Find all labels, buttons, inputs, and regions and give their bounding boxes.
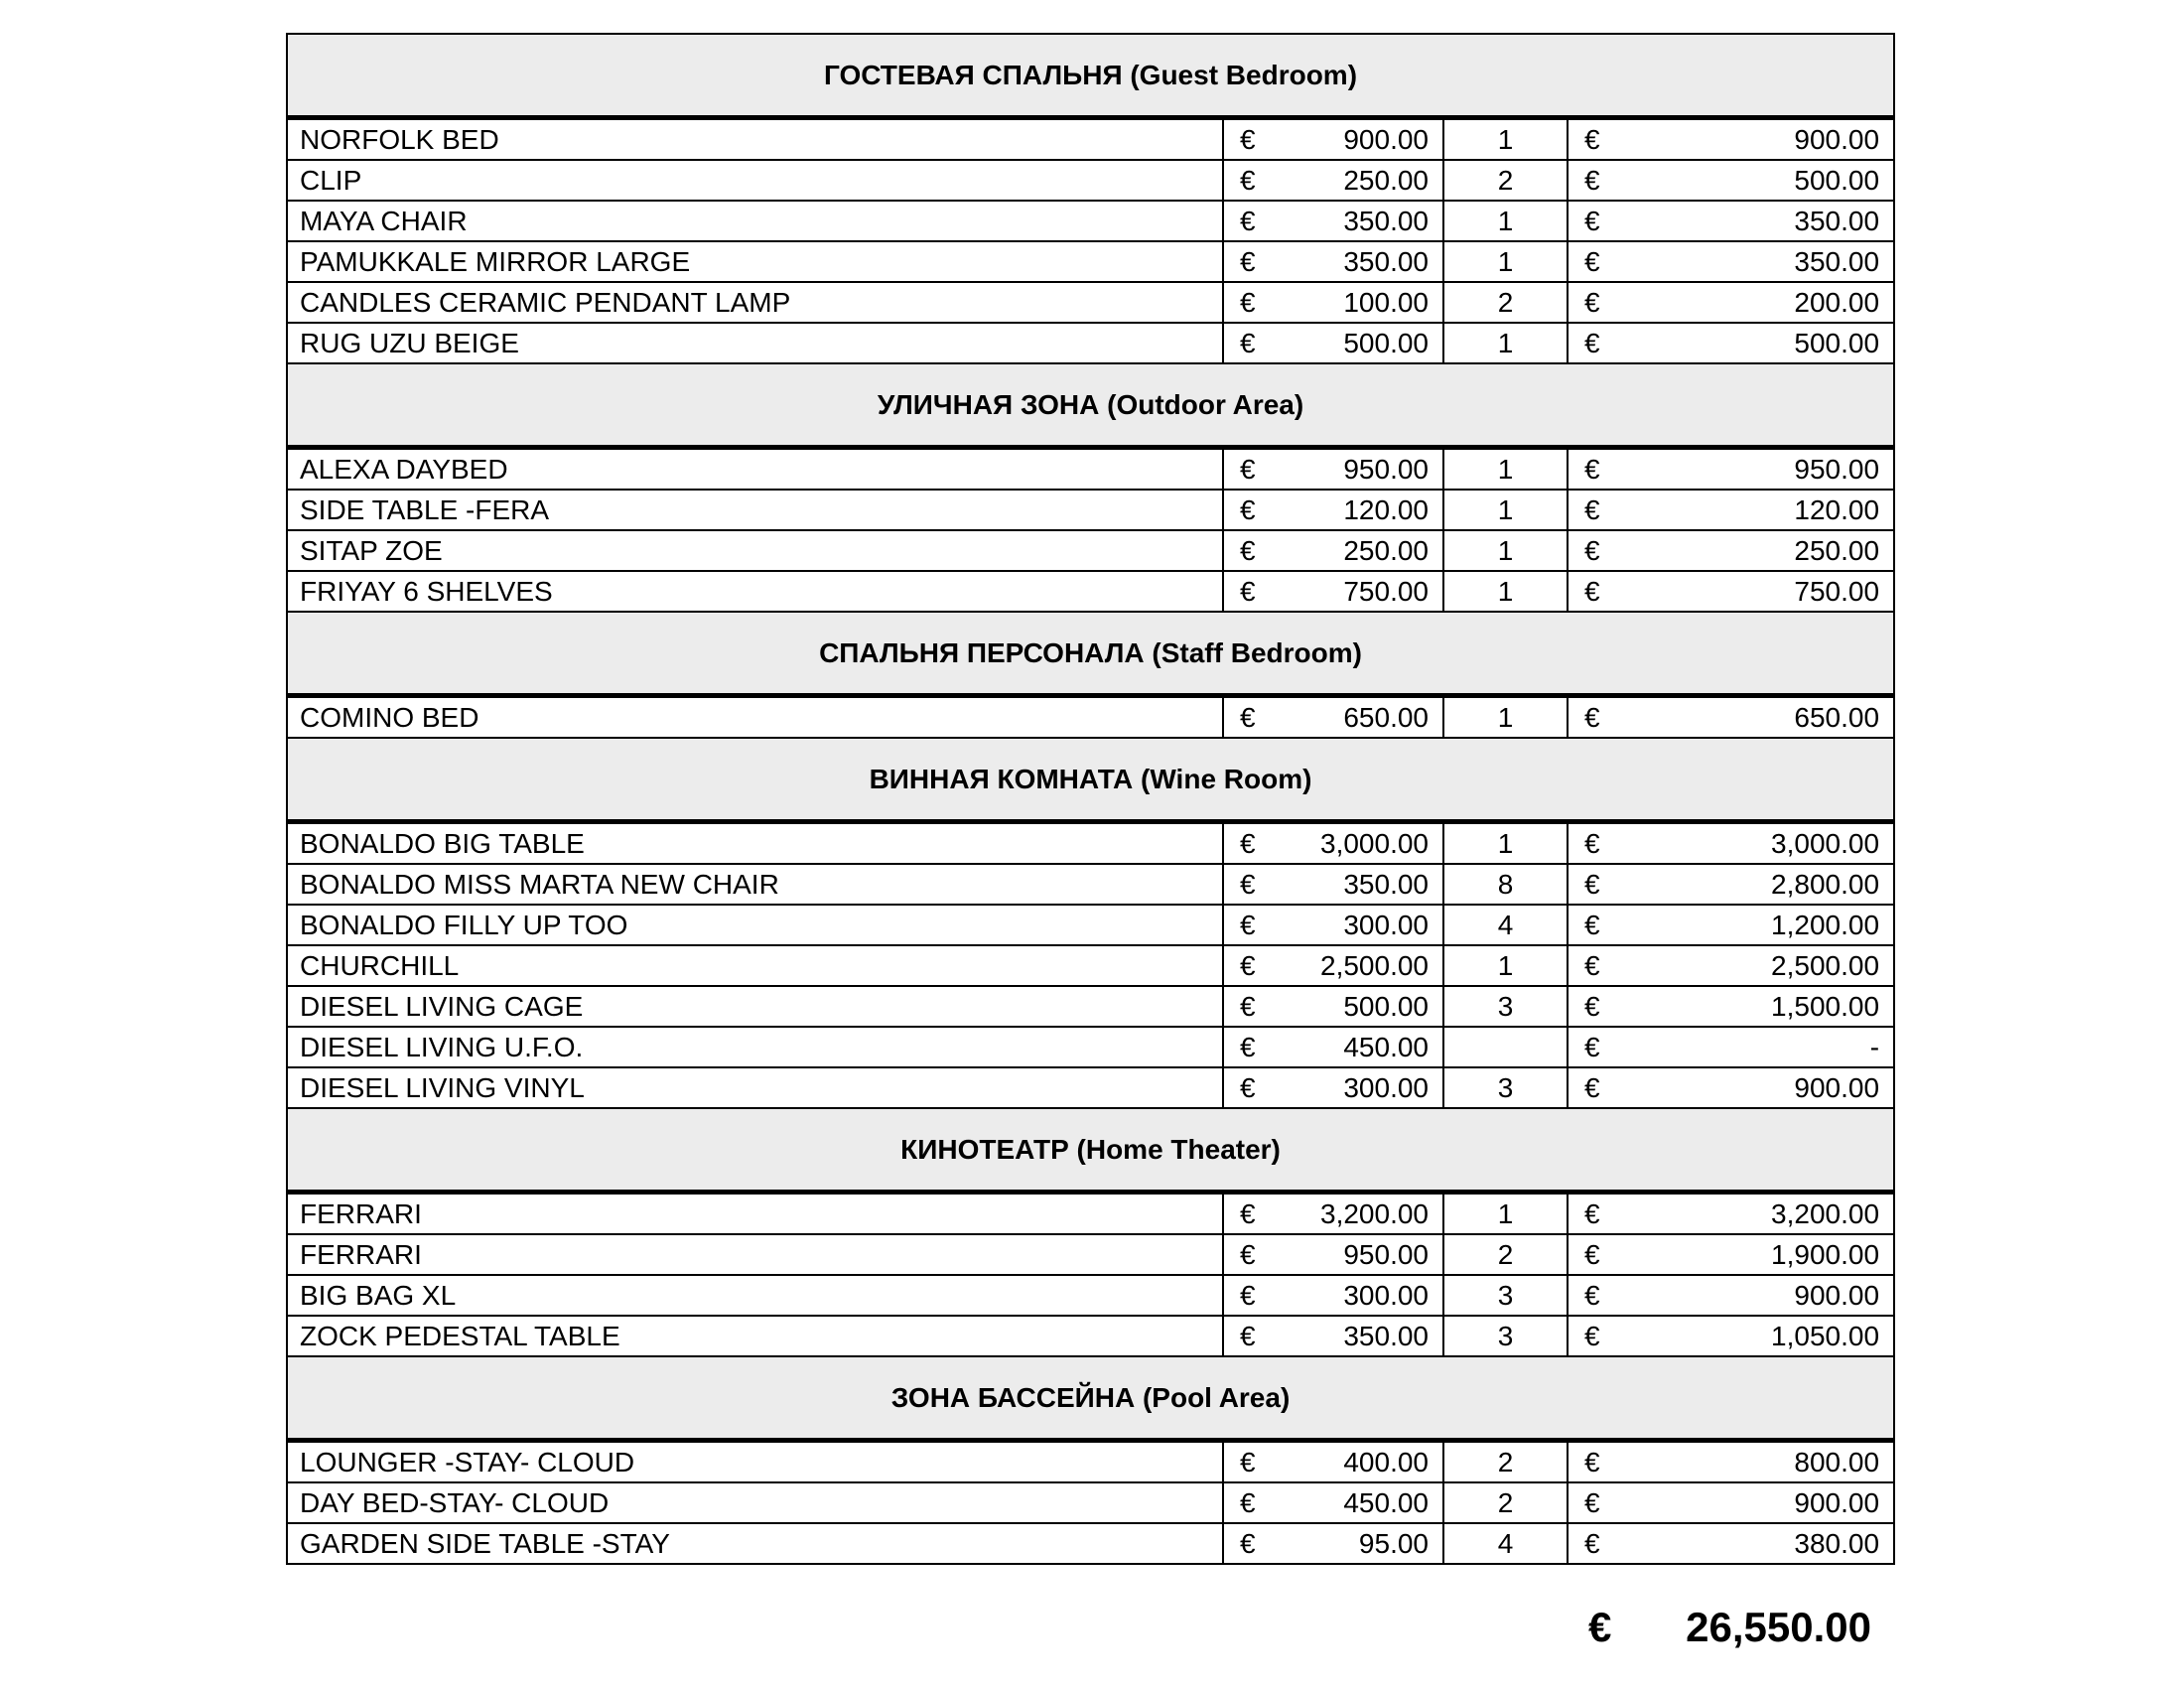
item-quantity: 2 bbox=[1443, 282, 1568, 323]
line-total-cell bbox=[1568, 160, 1894, 201]
unit-price-amount: 95.00 bbox=[1358, 1528, 1429, 1559]
table-row bbox=[287, 160, 1894, 201]
unit-price-amount: 100.00 bbox=[1343, 287, 1429, 318]
item-name: DIESEL LIVING U.F.O. bbox=[287, 1027, 1223, 1067]
unit-price-amount: 450.00 bbox=[1343, 1487, 1429, 1518]
unit-price-currency: € bbox=[1240, 1032, 1256, 1062]
unit-price-currency: € bbox=[1240, 535, 1256, 566]
item-quantity: 3 bbox=[1443, 986, 1568, 1027]
unit-price-currency: € bbox=[1240, 1198, 1256, 1229]
item-quantity: 1 bbox=[1443, 448, 1568, 491]
unit-price-cell bbox=[1223, 1441, 1443, 1483]
section-header-row bbox=[287, 1356, 1894, 1441]
line-total-currency: € bbox=[1584, 950, 1600, 981]
unit-price-amount: 450.00 bbox=[1343, 1032, 1429, 1062]
unit-price-amount: 2,500.00 bbox=[1320, 950, 1429, 981]
item-quantity: 4 bbox=[1443, 1523, 1568, 1564]
item-quantity: 1 bbox=[1443, 945, 1568, 986]
table-row bbox=[287, 864, 1894, 905]
unit-price-cell bbox=[1223, 1027, 1443, 1067]
table-row bbox=[287, 986, 1894, 1027]
line-total-currency: € bbox=[1584, 576, 1600, 607]
unit-price-amount: 350.00 bbox=[1343, 869, 1429, 900]
line-total-amount: 950.00 bbox=[1794, 454, 1880, 485]
item-name: FERRARI bbox=[287, 1234, 1223, 1275]
line-total-currency: € bbox=[1584, 1198, 1600, 1229]
unit-price-currency: € bbox=[1240, 1072, 1256, 1103]
unit-price-currency: € bbox=[1240, 702, 1256, 733]
unit-price-currency: € bbox=[1240, 1280, 1256, 1311]
unit-price-amount: 350.00 bbox=[1343, 206, 1429, 236]
line-total-cell bbox=[1568, 241, 1894, 282]
item-name: PAMUKKALE MIRROR LARGE bbox=[287, 241, 1223, 282]
section-title: УЛИЧНАЯ ЗОНА (Outdoor Area) bbox=[287, 363, 1894, 448]
item-quantity: 3 bbox=[1443, 1316, 1568, 1356]
line-total-cell bbox=[1568, 530, 1894, 571]
section-title: ГОСТЕВАЯ СПАЛЬНЯ (Guest Bedroom) bbox=[287, 34, 1894, 118]
line-total-cell bbox=[1568, 323, 1894, 363]
section-title: СПАЛЬНЯ ПЕРСОНАЛА (Staff Bedroom) bbox=[287, 612, 1894, 696]
line-total-currency: € bbox=[1584, 1528, 1600, 1559]
line-total-currency: € bbox=[1584, 124, 1600, 155]
line-total-amount: 250.00 bbox=[1794, 535, 1880, 566]
unit-price-currency: € bbox=[1240, 206, 1256, 236]
section-header-row bbox=[287, 1108, 1894, 1193]
line-total-cell bbox=[1568, 1523, 1894, 1564]
unit-price-cell bbox=[1223, 530, 1443, 571]
item-name: NORFOLK BED bbox=[287, 118, 1223, 161]
section-title: КИНОТЕАТР (Home Theater) bbox=[287, 1108, 1894, 1193]
unit-price-cell bbox=[1223, 905, 1443, 945]
line-total-currency: € bbox=[1584, 1239, 1600, 1270]
line-total-currency: € bbox=[1584, 702, 1600, 733]
unit-price-amount: 350.00 bbox=[1343, 1321, 1429, 1351]
line-total-amount: 900.00 bbox=[1794, 1280, 1880, 1311]
unit-price-amount: 300.00 bbox=[1343, 1280, 1429, 1311]
unit-price-currency: € bbox=[1240, 246, 1256, 277]
unit-price-amount: 300.00 bbox=[1343, 910, 1429, 940]
item-quantity: 2 bbox=[1443, 160, 1568, 201]
line-total-currency: € bbox=[1584, 454, 1600, 485]
line-total-amount: 500.00 bbox=[1794, 328, 1880, 358]
line-total-amount: 750.00 bbox=[1794, 576, 1880, 607]
unit-price-amount: 500.00 bbox=[1343, 328, 1429, 358]
item-name: MAYA CHAIR bbox=[287, 201, 1223, 241]
item-quantity: 1 bbox=[1443, 530, 1568, 571]
unit-price-amount: 950.00 bbox=[1343, 1239, 1429, 1270]
section-title: ЗОНА БАССЕЙНА (Pool Area) bbox=[287, 1356, 1894, 1441]
item-name: ALEXA DAYBED bbox=[287, 448, 1223, 491]
item-name: FERRARI bbox=[287, 1193, 1223, 1235]
table-row bbox=[287, 1316, 1894, 1356]
line-total-amount: 500.00 bbox=[1794, 165, 1880, 196]
line-total-currency: € bbox=[1584, 1072, 1600, 1103]
section-header-row bbox=[287, 612, 1894, 696]
item-name: COMINO BED bbox=[287, 696, 1223, 739]
table-row bbox=[287, 696, 1894, 739]
line-total-cell bbox=[1568, 1441, 1894, 1483]
table-row bbox=[287, 1027, 1894, 1067]
unit-price-amount: 400.00 bbox=[1343, 1447, 1429, 1477]
item-name: SITAP ZOE bbox=[287, 530, 1223, 571]
item-quantity: 1 bbox=[1443, 571, 1568, 612]
table-row bbox=[287, 201, 1894, 241]
unit-price-currency: € bbox=[1240, 454, 1256, 485]
line-total-currency: € bbox=[1584, 494, 1600, 525]
unit-price-currency: € bbox=[1240, 287, 1256, 318]
line-total-amount: 1,200.00 bbox=[1771, 910, 1880, 940]
line-total-cell bbox=[1568, 1027, 1894, 1067]
line-total-amount: 900.00 bbox=[1794, 1487, 1880, 1518]
line-total-amount: 800.00 bbox=[1794, 1447, 1880, 1477]
unit-price-amount: 750.00 bbox=[1343, 576, 1429, 607]
table-row bbox=[287, 571, 1894, 612]
item-name: SIDE TABLE -FERA bbox=[287, 490, 1223, 530]
unit-price-cell bbox=[1223, 1316, 1443, 1356]
line-total-currency: € bbox=[1584, 1487, 1600, 1518]
line-total-currency: € bbox=[1584, 828, 1600, 859]
item-quantity: 1 bbox=[1443, 201, 1568, 241]
line-total-cell bbox=[1568, 490, 1894, 530]
line-total-amount: 3,200.00 bbox=[1771, 1198, 1880, 1229]
table-row bbox=[287, 118, 1894, 161]
unit-price-currency: € bbox=[1240, 1528, 1256, 1559]
line-total-currency: € bbox=[1584, 246, 1600, 277]
unit-price-cell bbox=[1223, 201, 1443, 241]
line-total-cell bbox=[1568, 282, 1894, 323]
unit-price-cell bbox=[1223, 448, 1443, 491]
item-quantity: 1 bbox=[1443, 490, 1568, 530]
table-row bbox=[287, 490, 1894, 530]
price-list-body bbox=[287, 34, 1894, 1564]
item-quantity: 4 bbox=[1443, 905, 1568, 945]
item-name: BONALDO FILLY UP TOO bbox=[287, 905, 1223, 945]
line-total-amount: 1,500.00 bbox=[1771, 991, 1880, 1022]
line-total-currency: € bbox=[1584, 1032, 1600, 1062]
table-row bbox=[287, 905, 1894, 945]
price-list-table bbox=[286, 33, 1895, 1565]
line-total-amount: 650.00 bbox=[1794, 702, 1880, 733]
item-name: LOUNGER -STAY- CLOUD bbox=[287, 1441, 1223, 1483]
line-total-cell bbox=[1568, 1316, 1894, 1356]
table-row bbox=[287, 1067, 1894, 1108]
line-total-amount: 350.00 bbox=[1794, 246, 1880, 277]
item-quantity: 2 bbox=[1443, 1482, 1568, 1523]
item-quantity: 3 bbox=[1443, 1275, 1568, 1316]
unit-price-amount: 900.00 bbox=[1343, 124, 1429, 155]
line-total-currency: € bbox=[1584, 910, 1600, 940]
unit-price-cell bbox=[1223, 118, 1443, 161]
item-name: DAY BED-STAY- CLOUD bbox=[287, 1482, 1223, 1523]
unit-price-currency: € bbox=[1240, 828, 1256, 859]
line-total-currency: € bbox=[1584, 991, 1600, 1022]
line-total-cell bbox=[1568, 201, 1894, 241]
item-name: CLIP bbox=[287, 160, 1223, 201]
line-total-amount: 2,500.00 bbox=[1771, 950, 1880, 981]
unit-price-cell bbox=[1223, 1067, 1443, 1108]
line-total-amount: 900.00 bbox=[1794, 124, 1880, 155]
table-row bbox=[287, 1193, 1894, 1235]
line-total-cell bbox=[1568, 1193, 1894, 1235]
unit-price-cell bbox=[1223, 864, 1443, 905]
item-quantity: 2 bbox=[1443, 1234, 1568, 1275]
item-quantity: 1 bbox=[1443, 118, 1568, 161]
item-name: RUG UZU BEIGE bbox=[287, 323, 1223, 363]
item-quantity bbox=[1443, 1027, 1568, 1067]
item-name: BONALDO BIG TABLE bbox=[287, 822, 1223, 865]
item-quantity: 2 bbox=[1443, 1441, 1568, 1483]
item-quantity: 1 bbox=[1443, 323, 1568, 363]
unit-price-cell bbox=[1223, 571, 1443, 612]
unit-price-cell bbox=[1223, 241, 1443, 282]
line-total-cell bbox=[1568, 905, 1894, 945]
unit-price-cell bbox=[1223, 986, 1443, 1027]
table-row bbox=[287, 530, 1894, 571]
unit-price-amount: 950.00 bbox=[1343, 454, 1429, 485]
unit-price-amount: 250.00 bbox=[1343, 535, 1429, 566]
line-total-amount: - bbox=[1869, 1032, 1880, 1062]
table-row bbox=[287, 241, 1894, 282]
grand-total-currency: € bbox=[1588, 1604, 1612, 1650]
item-name: CANDLES CERAMIC PENDANT LAMP bbox=[287, 282, 1223, 323]
item-name: FRIYAY 6 SHELVES bbox=[287, 571, 1223, 612]
unit-price-currency: € bbox=[1240, 869, 1256, 900]
line-total-cell bbox=[1568, 1067, 1894, 1108]
line-total-amount: 200.00 bbox=[1794, 287, 1880, 318]
unit-price-currency: € bbox=[1240, 165, 1256, 196]
unit-price-currency: € bbox=[1240, 494, 1256, 525]
table-row bbox=[287, 945, 1894, 986]
line-total-cell bbox=[1568, 945, 1894, 986]
line-total-amount: 380.00 bbox=[1794, 1528, 1880, 1559]
line-total-amount: 900.00 bbox=[1794, 1072, 1880, 1103]
line-total-cell bbox=[1568, 571, 1894, 612]
unit-price-amount: 350.00 bbox=[1343, 246, 1429, 277]
line-total-currency: € bbox=[1584, 1321, 1600, 1351]
table-row bbox=[287, 448, 1894, 491]
unit-price-cell bbox=[1223, 490, 1443, 530]
item-quantity: 1 bbox=[1443, 241, 1568, 282]
unit-price-amount: 3,200.00 bbox=[1320, 1198, 1429, 1229]
line-total-currency: € bbox=[1584, 206, 1600, 236]
unit-price-cell bbox=[1223, 1482, 1443, 1523]
unit-price-currency: € bbox=[1240, 1239, 1256, 1270]
grand-total bbox=[1588, 1603, 1871, 1652]
unit-price-cell bbox=[1223, 1523, 1443, 1564]
line-total-currency: € bbox=[1584, 869, 1600, 900]
line-total-currency: € bbox=[1584, 165, 1600, 196]
line-total-cell bbox=[1568, 822, 1894, 865]
line-total-currency: € bbox=[1584, 287, 1600, 318]
unit-price-amount: 120.00 bbox=[1343, 494, 1429, 525]
section-header-row bbox=[287, 363, 1894, 448]
item-name: BIG BAG XL bbox=[287, 1275, 1223, 1316]
line-total-amount: 120.00 bbox=[1794, 494, 1880, 525]
unit-price-cell bbox=[1223, 822, 1443, 865]
unit-price-currency: € bbox=[1240, 1447, 1256, 1477]
unit-price-currency: € bbox=[1240, 950, 1256, 981]
unit-price-cell bbox=[1223, 160, 1443, 201]
unit-price-cell bbox=[1223, 696, 1443, 739]
unit-price-amount: 650.00 bbox=[1343, 702, 1429, 733]
unit-price-currency: € bbox=[1240, 910, 1256, 940]
line-total-cell bbox=[1568, 696, 1894, 739]
item-quantity: 1 bbox=[1443, 696, 1568, 739]
table-row bbox=[287, 1275, 1894, 1316]
item-name: GARDEN SIDE TABLE -STAY bbox=[287, 1523, 1223, 1564]
item-quantity: 1 bbox=[1443, 1193, 1568, 1235]
table-row bbox=[287, 1441, 1894, 1483]
item-quantity: 8 bbox=[1443, 864, 1568, 905]
unit-price-amount: 250.00 bbox=[1343, 165, 1429, 196]
unit-price-currency: € bbox=[1240, 576, 1256, 607]
line-total-currency: € bbox=[1584, 328, 1600, 358]
line-total-currency: € bbox=[1584, 535, 1600, 566]
unit-price-currency: € bbox=[1240, 124, 1256, 155]
item-name: DIESEL LIVING VINYL bbox=[287, 1067, 1223, 1108]
unit-price-currency: € bbox=[1240, 991, 1256, 1022]
table-row bbox=[287, 1482, 1894, 1523]
line-total-cell bbox=[1568, 448, 1894, 491]
line-total-amount: 1,050.00 bbox=[1771, 1321, 1880, 1351]
item-name: BONALDO MISS MARTA NEW CHAIR bbox=[287, 864, 1223, 905]
unit-price-currency: € bbox=[1240, 1321, 1256, 1351]
section-header-row bbox=[287, 738, 1894, 822]
line-total-amount: 1,900.00 bbox=[1771, 1239, 1880, 1270]
line-total-cell bbox=[1568, 1482, 1894, 1523]
item-quantity: 3 bbox=[1443, 1067, 1568, 1108]
unit-price-amount: 3,000.00 bbox=[1320, 828, 1429, 859]
unit-price-cell bbox=[1223, 323, 1443, 363]
table-row bbox=[287, 323, 1894, 363]
table-row bbox=[287, 1234, 1894, 1275]
line-total-cell bbox=[1568, 864, 1894, 905]
item-name: ZOCK PEDESTAL TABLE bbox=[287, 1316, 1223, 1356]
unit-price-cell bbox=[1223, 1193, 1443, 1235]
line-total-cell bbox=[1568, 986, 1894, 1027]
line-total-amount: 350.00 bbox=[1794, 206, 1880, 236]
item-quantity: 1 bbox=[1443, 822, 1568, 865]
section-header-row bbox=[287, 34, 1894, 118]
table-row bbox=[287, 1523, 1894, 1564]
unit-price-currency: € bbox=[1240, 328, 1256, 358]
item-name: CHURCHILL bbox=[287, 945, 1223, 986]
line-total-amount: 2,800.00 bbox=[1771, 869, 1880, 900]
line-total-cell bbox=[1568, 1234, 1894, 1275]
unit-price-amount: 300.00 bbox=[1343, 1072, 1429, 1103]
grand-total-amount: 26,550.00 bbox=[1686, 1604, 1871, 1650]
line-total-currency: € bbox=[1584, 1447, 1600, 1477]
section-title: ВИННАЯ КОМНАТА (Wine Room) bbox=[287, 738, 1894, 822]
table-row bbox=[287, 822, 1894, 865]
unit-price-cell bbox=[1223, 945, 1443, 986]
line-total-cell bbox=[1568, 1275, 1894, 1316]
table-row bbox=[287, 282, 1894, 323]
unit-price-cell bbox=[1223, 1234, 1443, 1275]
line-total-cell bbox=[1568, 118, 1894, 161]
item-name: DIESEL LIVING CAGE bbox=[287, 986, 1223, 1027]
unit-price-amount: 500.00 bbox=[1343, 991, 1429, 1022]
unit-price-cell bbox=[1223, 282, 1443, 323]
line-total-currency: € bbox=[1584, 1280, 1600, 1311]
unit-price-currency: € bbox=[1240, 1487, 1256, 1518]
line-total-amount: 3,000.00 bbox=[1771, 828, 1880, 859]
unit-price-cell bbox=[1223, 1275, 1443, 1316]
